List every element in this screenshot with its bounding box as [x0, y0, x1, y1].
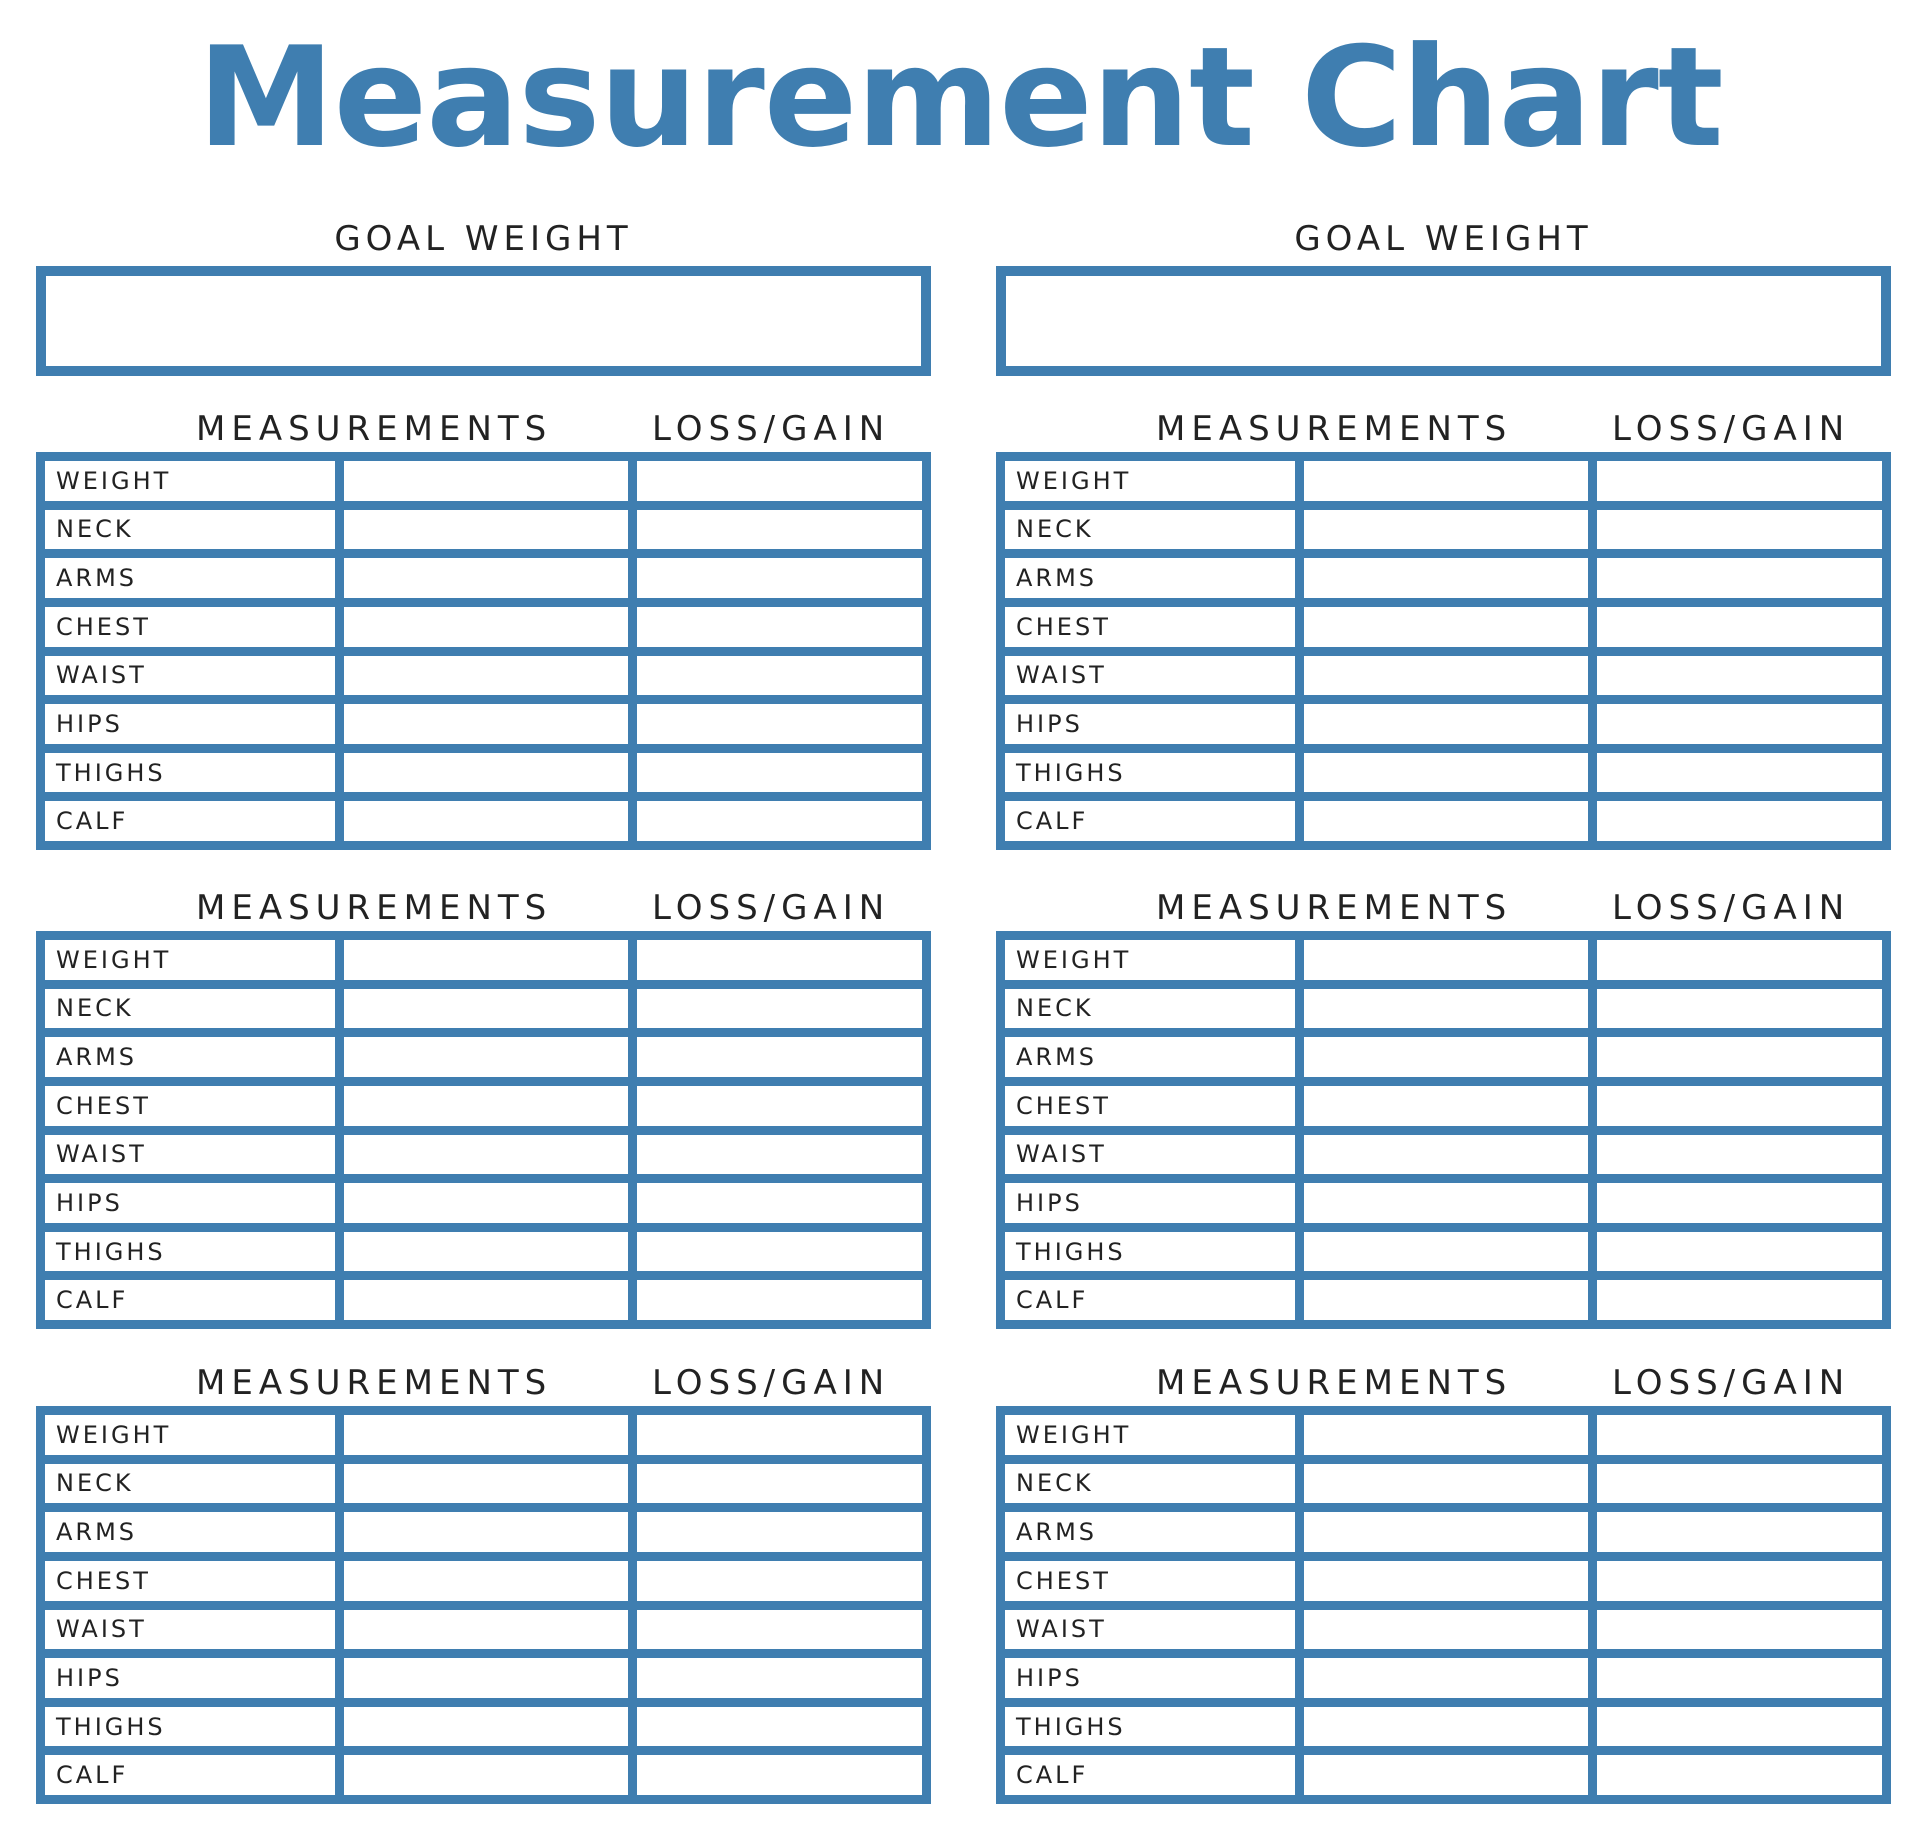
- measurement-cell[interactable]: [1304, 704, 1588, 744]
- measurement-cell[interactable]: [344, 940, 628, 980]
- measurement-cell[interactable]: [1304, 801, 1588, 841]
- measurements-header: MEASUREMENTS: [1156, 409, 1513, 449]
- measurement-cell[interactable]: [1304, 1610, 1588, 1650]
- measurement-cell[interactable]: [1304, 1183, 1588, 1223]
- section-header: [36, 404, 931, 454]
- loss-gain-cell[interactable]: [637, 1037, 922, 1077]
- loss-gain-cell[interactable]: [1597, 1707, 1882, 1747]
- loss-gain-cell[interactable]: [637, 1415, 922, 1455]
- measurement-cell[interactable]: [1304, 1464, 1588, 1504]
- row-label: THIGHS: [45, 753, 335, 793]
- row-label: HIPS: [45, 1183, 335, 1223]
- row-label: NECK: [45, 989, 335, 1029]
- loss-gain-cell[interactable]: [637, 1610, 922, 1650]
- row-label: WAIST: [45, 1610, 335, 1650]
- measurement-cell[interactable]: [1304, 1232, 1588, 1272]
- row-label: CALF: [45, 801, 335, 841]
- row-label: HIPS: [1005, 1183, 1295, 1223]
- row-label: ARMS: [45, 558, 335, 598]
- measurement-table: [996, 452, 1891, 850]
- row-label: CALF: [1005, 1280, 1295, 1320]
- measurement-cell[interactable]: [1304, 461, 1588, 501]
- measurement-cell[interactable]: [344, 461, 628, 501]
- loss-gain-cell[interactable]: [637, 1232, 922, 1272]
- measurements-header: MEASUREMENTS: [1156, 1363, 1513, 1403]
- measurement-cell[interactable]: [344, 1280, 628, 1320]
- row-label: CALF: [1005, 1755, 1295, 1795]
- row-label: WEIGHT: [1005, 461, 1295, 501]
- measurement-cell[interactable]: [344, 1707, 628, 1747]
- row-label: NECK: [45, 1464, 335, 1504]
- row-label: ARMS: [45, 1037, 335, 1077]
- row-label: CHEST: [1005, 607, 1295, 647]
- loss-gain-cell[interactable]: [637, 1707, 922, 1747]
- row-label: CHEST: [1005, 1086, 1295, 1126]
- measurement-cell[interactable]: [344, 1755, 628, 1795]
- measurement-table: [996, 1406, 1891, 1804]
- measurement-cell[interactable]: [344, 1512, 628, 1552]
- row-label: CHEST: [45, 1561, 335, 1601]
- measurement-cell[interactable]: [1304, 1658, 1588, 1698]
- measurement-cell[interactable]: [344, 1037, 628, 1077]
- row-label: WAIST: [1005, 1135, 1295, 1175]
- measurement-cell[interactable]: [344, 704, 628, 744]
- section-header: [36, 883, 931, 933]
- row-label: HIPS: [1005, 704, 1295, 744]
- measurement-cell[interactable]: [1304, 1135, 1588, 1175]
- row-label: ARMS: [1005, 1512, 1295, 1552]
- row-label: THIGHS: [45, 1232, 335, 1272]
- measurement-cell[interactable]: [344, 607, 628, 647]
- loss-gain-cell[interactable]: [637, 461, 922, 501]
- loss-gain-cell[interactable]: [1597, 558, 1882, 598]
- loss-gain-cell[interactable]: [637, 704, 922, 744]
- section-header: [996, 404, 1891, 454]
- measurement-cell[interactable]: [1304, 558, 1588, 598]
- loss-gain-cell[interactable]: [1597, 1464, 1882, 1504]
- measurement-cell[interactable]: [1304, 1561, 1588, 1601]
- loss-gain-cell[interactable]: [637, 1464, 922, 1504]
- row-label: NECK: [1005, 510, 1295, 550]
- loss-gain-cell[interactable]: [637, 1183, 922, 1223]
- row-label: WEIGHT: [45, 940, 335, 980]
- loss-gain-cell[interactable]: [1597, 1232, 1882, 1272]
- loss-gain-cell[interactable]: [637, 989, 922, 1029]
- loss-gain-cell[interactable]: [637, 801, 922, 841]
- loss-gain-cell[interactable]: [637, 753, 922, 793]
- row-label: THIGHS: [1005, 753, 1295, 793]
- loss-gain-cell[interactable]: [637, 940, 922, 980]
- loss-gain-cell[interactable]: [637, 558, 922, 598]
- goal-weight-label: GOAL WEIGHT: [334, 219, 633, 259]
- loss-gain-cell[interactable]: [637, 656, 922, 696]
- loss-gain-cell[interactable]: [637, 1280, 922, 1320]
- loss-gain-cell[interactable]: [1597, 940, 1882, 980]
- measurement-cell[interactable]: [1304, 940, 1588, 980]
- loss-gain-cell[interactable]: [1597, 1755, 1882, 1795]
- loss-gain-cell[interactable]: [1597, 1183, 1882, 1223]
- measurement-cell[interactable]: [344, 1658, 628, 1698]
- measurement-table: [996, 931, 1891, 1329]
- row-label: WAIST: [45, 656, 335, 696]
- row-label: CALF: [45, 1755, 335, 1795]
- measurements-header: MEASUREMENTS: [196, 1363, 553, 1403]
- row-label: NECK: [1005, 1464, 1295, 1504]
- measurement-cell[interactable]: [1304, 1280, 1588, 1320]
- loss-gain-cell[interactable]: [1597, 1415, 1882, 1455]
- measurements-header: MEASUREMENTS: [1156, 888, 1513, 928]
- loss-gain-cell[interactable]: [637, 1512, 922, 1552]
- goal-weight-box[interactable]: [996, 266, 1891, 376]
- loss-gain-cell[interactable]: [1597, 1512, 1882, 1552]
- measurement-cell[interactable]: [1304, 607, 1588, 647]
- measurement-cell[interactable]: [344, 989, 628, 1029]
- row-label: NECK: [1005, 989, 1295, 1029]
- loss-gain-cell[interactable]: [637, 1086, 922, 1126]
- row-label: CHEST: [45, 607, 335, 647]
- loss-gain-cell[interactable]: [1597, 1610, 1882, 1650]
- loss-gain-cell[interactable]: [1597, 461, 1882, 501]
- measurement-cell[interactable]: [344, 753, 628, 793]
- loss-gain-cell[interactable]: [1597, 704, 1882, 744]
- measurements-header: MEASUREMENTS: [196, 409, 553, 449]
- row-label: THIGHS: [1005, 1707, 1295, 1747]
- loss-gain-cell[interactable]: [637, 1135, 922, 1175]
- loss-gain-cell[interactable]: [1597, 801, 1882, 841]
- loss-gain-header: LOSS/GAIN: [652, 888, 891, 928]
- row-label: HIPS: [45, 704, 335, 744]
- row-label: NECK: [45, 510, 335, 550]
- measurement-table: [36, 452, 931, 850]
- row-label: CALF: [1005, 801, 1295, 841]
- measurement-cell[interactable]: [344, 1135, 628, 1175]
- loss-gain-header: LOSS/GAIN: [652, 1363, 891, 1403]
- row-label: WEIGHT: [45, 1415, 335, 1455]
- loss-gain-cell[interactable]: [1597, 1561, 1882, 1601]
- loss-gain-cell[interactable]: [1597, 510, 1882, 550]
- row-label: CHEST: [1005, 1561, 1295, 1601]
- measurement-cell[interactable]: [1304, 989, 1588, 1029]
- measurement-cell[interactable]: [1304, 1037, 1588, 1077]
- loss-gain-cell[interactable]: [1597, 1280, 1882, 1320]
- section-header: [996, 883, 1891, 933]
- loss-gain-cell[interactable]: [1597, 656, 1882, 696]
- row-label: ARMS: [45, 1512, 335, 1552]
- measurement-cell[interactable]: [1304, 1707, 1588, 1747]
- row-label: WEIGHT: [1005, 940, 1295, 980]
- row-label: HIPS: [1005, 1658, 1295, 1698]
- measurement-table: [36, 931, 931, 1329]
- loss-gain-cell[interactable]: [1597, 1658, 1882, 1698]
- measurement-cell[interactable]: [1304, 1755, 1588, 1795]
- loss-gain-cell[interactable]: [637, 1755, 922, 1795]
- goal-weight-box[interactable]: [36, 266, 931, 376]
- measurement-cell[interactable]: [344, 1232, 628, 1272]
- row-label: WAIST: [1005, 1610, 1295, 1650]
- row-label: ARMS: [1005, 1037, 1295, 1077]
- section-header: [36, 1358, 931, 1408]
- loss-gain-cell[interactable]: [1597, 989, 1882, 1029]
- measurement-cell[interactable]: [344, 1610, 628, 1650]
- loss-gain-cell[interactable]: [1597, 1086, 1882, 1126]
- loss-gain-cell[interactable]: [1597, 607, 1882, 647]
- goal-weight-label: GOAL WEIGHT: [1294, 219, 1593, 259]
- measurement-cell[interactable]: [344, 1415, 628, 1455]
- row-label: HIPS: [45, 1658, 335, 1698]
- loss-gain-cell[interactable]: [637, 1561, 922, 1601]
- measurement-cell[interactable]: [344, 558, 628, 598]
- measurement-cell[interactable]: [1304, 753, 1588, 793]
- measurement-cell[interactable]: [344, 1183, 628, 1223]
- measurement-cell[interactable]: [1304, 510, 1588, 550]
- loss-gain-cell[interactable]: [637, 607, 922, 647]
- row-label: THIGHS: [45, 1707, 335, 1747]
- measurement-cell[interactable]: [1304, 1512, 1588, 1552]
- row-label: CALF: [45, 1280, 335, 1320]
- measurement-cell[interactable]: [1304, 1086, 1588, 1126]
- measurement-cell[interactable]: [1304, 656, 1588, 696]
- loss-gain-cell[interactable]: [637, 1658, 922, 1698]
- loss-gain-header: LOSS/GAIN: [1612, 409, 1851, 449]
- loss-gain-cell[interactable]: [1597, 1135, 1882, 1175]
- loss-gain-header: LOSS/GAIN: [1612, 888, 1851, 928]
- row-label: WAIST: [1005, 656, 1295, 696]
- row-label: CHEST: [45, 1086, 335, 1126]
- measurement-cell[interactable]: [344, 1464, 628, 1504]
- measurement-cell[interactable]: [344, 656, 628, 696]
- loss-gain-cell[interactable]: [637, 510, 922, 550]
- measurements-header: MEASUREMENTS: [196, 888, 553, 928]
- measurement-cell[interactable]: [344, 801, 628, 841]
- section-header: [996, 1358, 1891, 1408]
- loss-gain-header: LOSS/GAIN: [652, 409, 891, 449]
- measurement-cell[interactable]: [344, 510, 628, 550]
- row-label: WEIGHT: [1005, 1415, 1295, 1455]
- measurement-cell[interactable]: [344, 1086, 628, 1126]
- loss-gain-cell[interactable]: [1597, 1037, 1882, 1077]
- measurement-cell[interactable]: [1304, 1415, 1588, 1455]
- row-label: WAIST: [45, 1135, 335, 1175]
- loss-gain-header: LOSS/GAIN: [1612, 1363, 1851, 1403]
- measurement-cell[interactable]: [344, 1561, 628, 1601]
- page-title: Measurement Chart: [197, 17, 1723, 178]
- row-label: ARMS: [1005, 558, 1295, 598]
- measurement-table: [36, 1406, 931, 1804]
- row-label: THIGHS: [1005, 1232, 1295, 1272]
- loss-gain-cell[interactable]: [1597, 753, 1882, 793]
- row-label: WEIGHT: [45, 461, 335, 501]
